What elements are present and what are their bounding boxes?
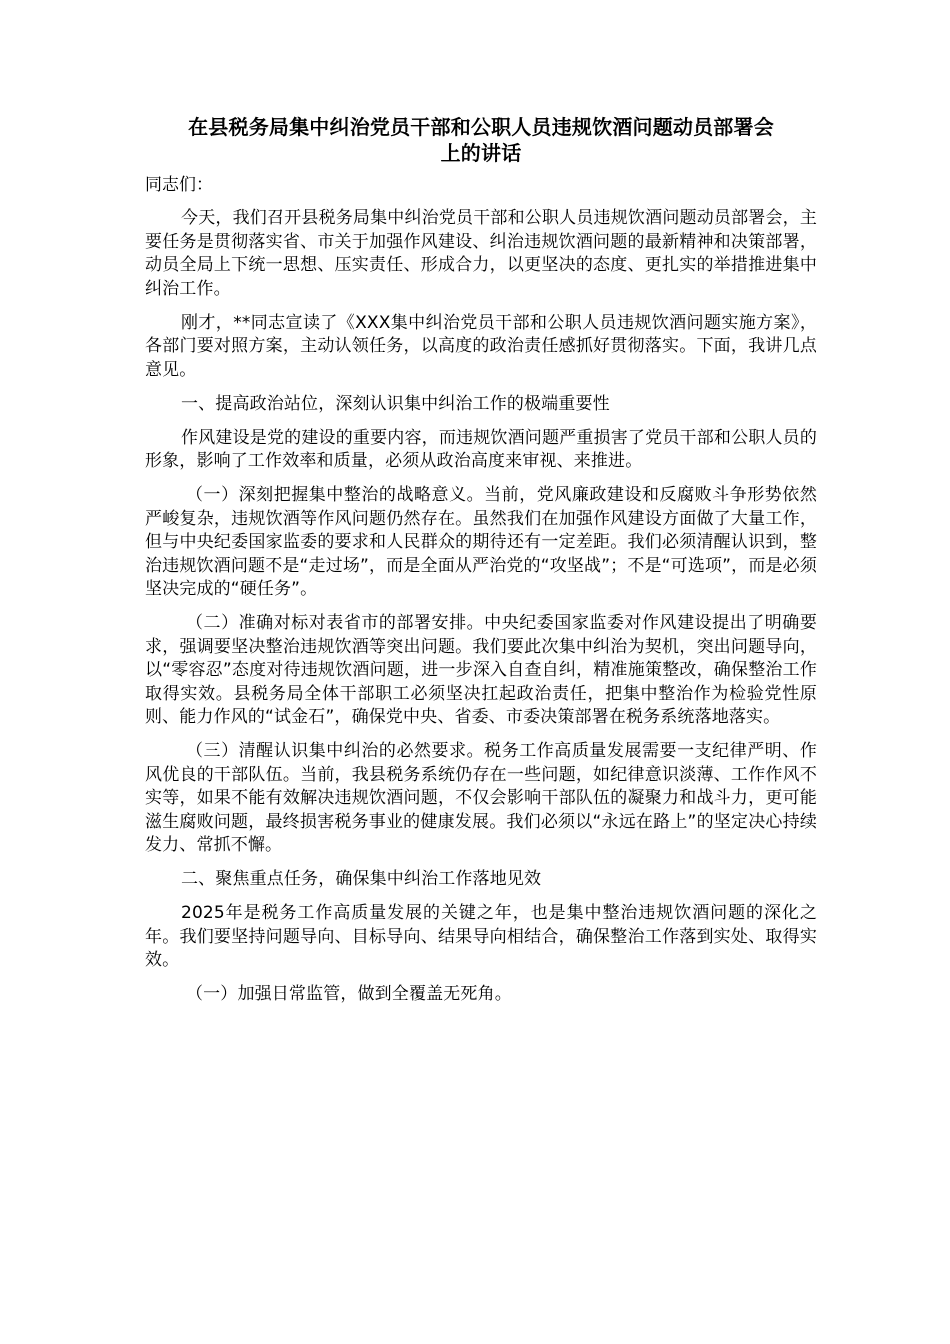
paragraph-point-2-1: （一）加强日常监管，做到全覆盖无死角。 [186,984,512,1004]
paragraph-section-1-intro: 作风建设是党的建设的重要内容，而违规饮酒问题严重损害了党员干部和公职人员的形象，影响了工作效率和质量，必须从政治高度来审视、来推进。 [145,427,817,471]
section-heading-1: 一、提高政治站位，深刻认识集中纠治工作的极端重要性 [181,393,610,414]
document-page [145,114,817,1017]
title-line-1: 在县税务局集中纠治党员干部和公职人员违规饮酒问题动员部署会 [188,115,774,139]
paragraph-section-2-intro: 2025年是税务工作高质量发展的关键之年，也是集中整治违规饮酒问题的深化之年。我们要坚持问题导向、目标导向、结果导向相结合，确保整治工作落到实处、取得实效。 [145,903,817,970]
paragraph-point-1-3: （三）清醒认识集中纠治的必然要求。税务工作高质量发展需要一支纪律严明、作风优良的干部队伍。当前，我县税务系统仍存在一些问题，如纪律意识淡薄、工作作风不实等，如果不能有效解决违规饮酒问题，不仅会影响干部队伍的凝聚力和战斗力，更可能滋生腐败问题，最终损害税务事业的健康发展。我们必须以“永远在路上”的坚定决心持续发力、常抓不懈。 [145,741,817,855]
paragraph-point-1-1: （一）深刻把握集中整治的战略意义。当前，党风廉政建设和反腐败斗争形势依然严峻复杂，违规饮酒等作风问题仍然存在。虽然我们在加强作风建设方面做了大量工作，但与中央纪委国家监委的要求和人民群众的期待还有一定差距。我们必须清醒认识到，整治违规饮酒问题不是“走过场”，而是全面从严治党的“攻坚战”；不是“可选项”，而是必须坚决完成的“硬任务”。 [145,485,817,599]
paragraph-intro: 今天，我们召开县税务局集中纠治党员干部和公职人员违规饮酒问题动员部署会，主要任务是贯彻落实省、市关于加强作风建设、纠治违规饮酒问题的最新精神和决策部署，动员全局上下统一思想、压实责任、形成合力，以更坚决的态度、更扎实的举措推进集中纠治工作。 [145,208,817,299]
paragraph-plan-reading: 刚才，**同志宣读了《XXX集中纠治党员干部和公职人员违规饮酒问题实施方案》，各部门要对照方案，主动认领任务，以高度的政治责任感抓好贯彻落实。下面，我讲几点意见。 [145,312,817,380]
title-line-2: 上的讲话 [440,141,522,165]
document-title [145,114,817,166]
salutation: 同志们： [145,175,213,195]
paragraph-point-1-2: （二）准确对标对表省市的部署安排。中央纪委国家监委对作风建设提出了明确要求，强调要坚决整治违规饮酒等突出问题。我们要此次集中纠治为契机，突出问题导向，以“零容忍”态度对待违规饮酒问题，进一步深入自查自纠，精准施策整改，确保整治工作取得实效。县税务局全体干部职工必须坚决扛起政治责任，把集中整治作为检验党性原则、能力作风的“试金石”，确保党中央、省委、市委决策部署在税务系统落地落实。 [145,613,817,727]
section-heading-2: 二、聚焦重点任务，确保集中纠治工作落地见效 [181,869,542,889]
